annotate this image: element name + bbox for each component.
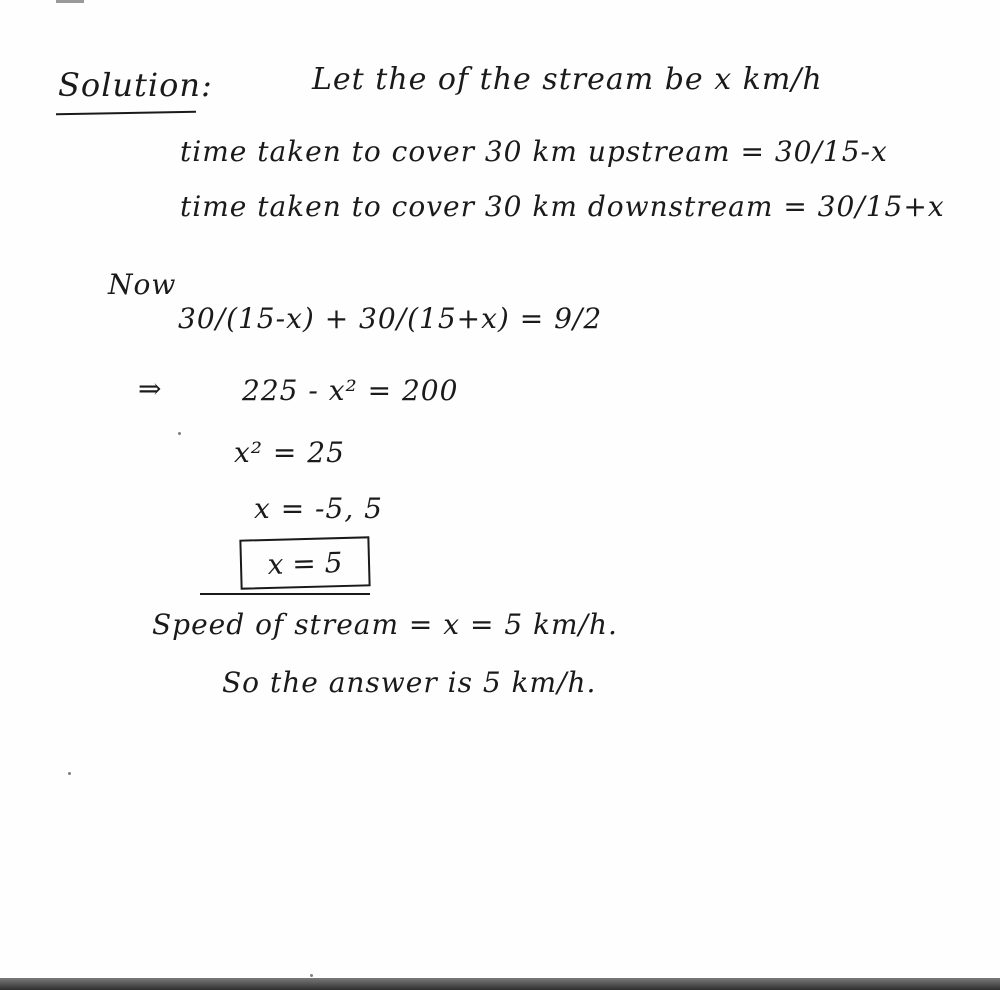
- equation-quadratic: 225 - x² = 200: [242, 374, 459, 407]
- implies-arrow: ⇒: [138, 372, 163, 405]
- paper-speck: [310, 974, 313, 977]
- bottom-paper-edge: [0, 978, 1000, 990]
- top-edge-mark: [56, 0, 84, 3]
- solution-heading: Solution:: [58, 66, 213, 104]
- upstream-time-line: time taken to cover 30 km upstream = 30/15-x: [180, 135, 888, 168]
- equation-roots: x = -5, 5: [254, 492, 383, 525]
- heading-underline: [56, 111, 196, 115]
- equation-sum-of-times: 30/(15-x) + 30/(15+x) = 9/2: [178, 302, 603, 335]
- boxed-answer: x = 5: [239, 536, 370, 589]
- speed-of-stream-line: Speed of stream = x = 5 km/h.: [152, 608, 618, 641]
- conclusion-line: So the answer is 5 km/h.: [222, 666, 597, 699]
- paper-speck: [68, 772, 71, 775]
- now-label: Now: [108, 268, 177, 301]
- stream-assumption-line: Let the of the stream be x km/h: [312, 62, 823, 97]
- boxed-answer-underline: [200, 593, 370, 595]
- paper-speck: [178, 432, 181, 435]
- equation-x-squared: x² = 25: [234, 436, 345, 469]
- downstream-time-line: time taken to cover 30 km downstream = 30/15+x: [180, 190, 945, 223]
